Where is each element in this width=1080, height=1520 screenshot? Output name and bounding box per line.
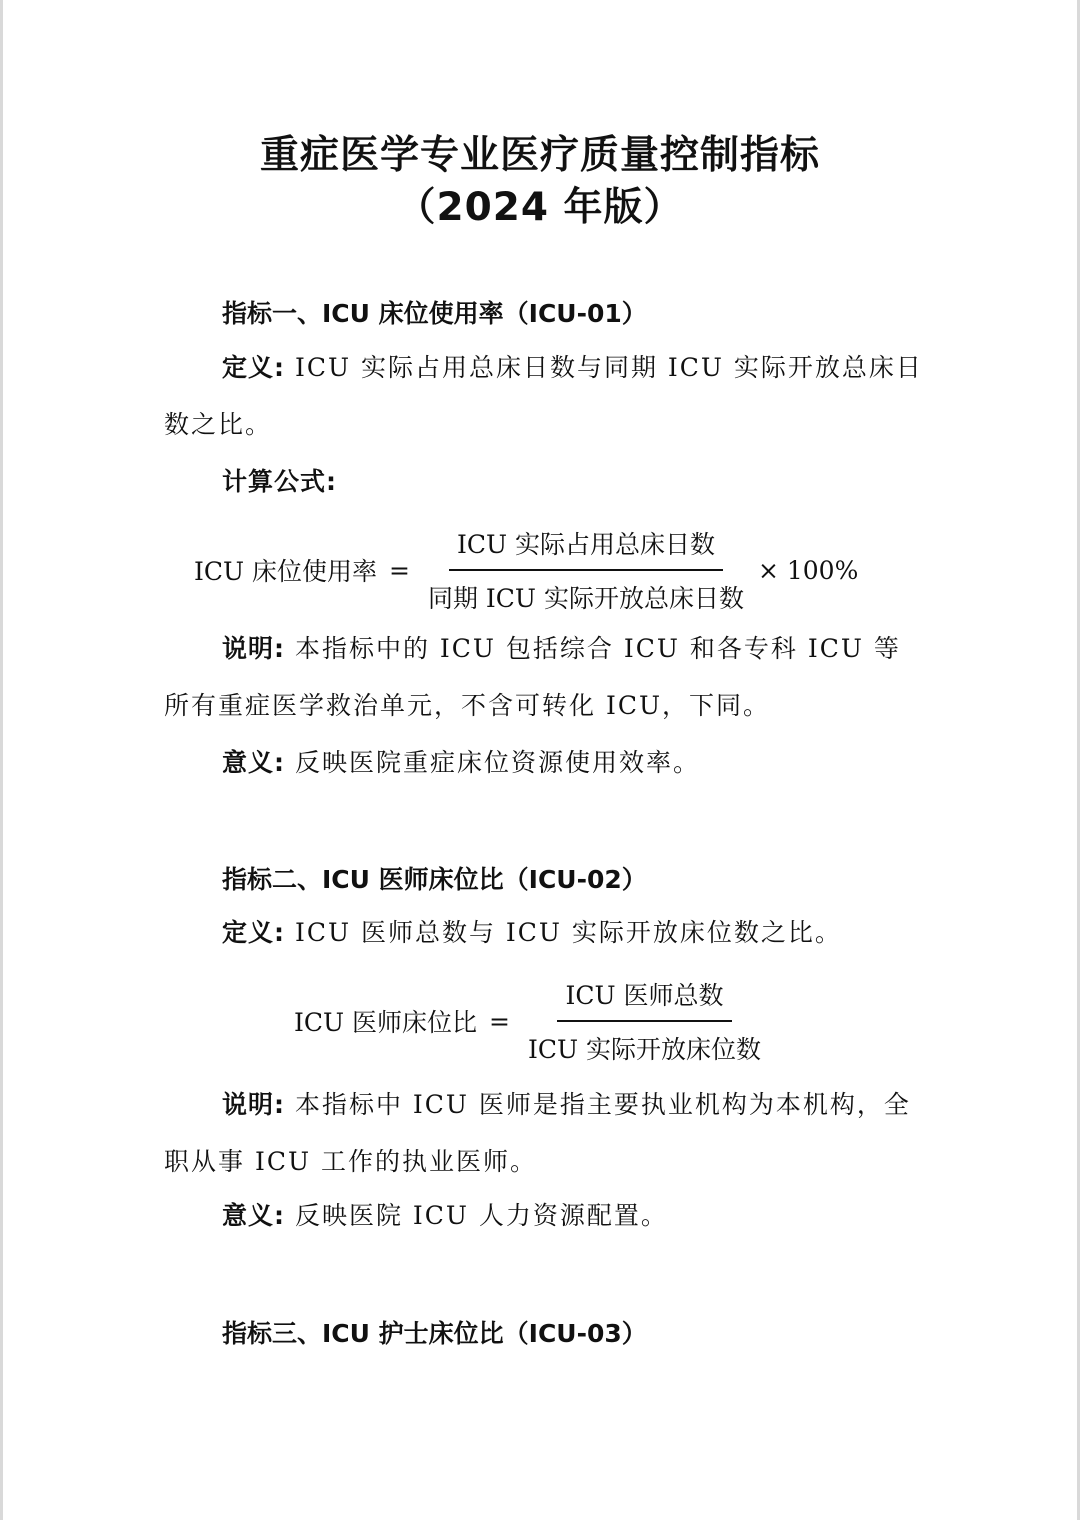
note-label: 说明: [222,1090,285,1119]
indicator1-formula-label-line [164,453,924,510]
formula-numerator: ICU 医师总数 [557,976,731,1022]
note-label: 说明: [222,634,285,663]
indicator1-formula [194,525,858,615]
formula-denominator: ICU 实际开放床位数 [527,1035,762,1064]
definition-label: 定义: [222,918,285,947]
significance-label: 意义: [222,1201,285,1230]
formula-lhs: ICU 医师床位比 [294,1008,478,1037]
note-text: 本指标中的 ICU 包括综合 ICU 和各专科 ICU 等所有重症医学救治单元，不含可转化 ICU，下同。 [164,634,901,720]
indicator1-heading: 指标一、ICU 床位使用率（ICU-01） [222,299,647,328]
document-title: 重症医学专业医疗质量控制指标 [259,133,820,178]
formula-denominator: 同期 ICU 实际开放总床日数 [427,584,744,613]
formula-fraction [420,525,752,615]
document-edition: （2024 年版） [396,185,684,230]
significance-text: 反映医院重症床位资源使用效率。 [285,748,700,777]
indicator3-heading: 指标三、ICU 护士床位比（ICU-03） [222,1319,647,1348]
formula-equals: = [489,1006,510,1036]
formula-label: 计算公式: [222,467,337,496]
indicator2-note [164,1076,924,1190]
note-text: 本指标中 ICU 医师是指主要执业机构为本机构，全职从事 ICU 工作的执业医师。 [164,1090,911,1176]
definition-text: ICU 实际占用总床日数与同期 ICU 实际开放总床日数之比。 [164,353,923,439]
formula-equals: = [389,555,410,585]
indicator1-significance [164,734,924,791]
indicator2-significance [164,1187,924,1244]
indicator2-heading: 指标二、ICU 医师床位比（ICU-02） [222,865,647,894]
formula-fraction [520,976,769,1066]
definition-label: 定义: [222,353,285,382]
formula-multiplier: × 100% [757,555,859,585]
indicator1-note [164,620,924,734]
indicator2-definition [164,904,924,961]
formula-numerator: ICU 实际占用总床日数 [449,525,723,571]
indicator2-formula [294,976,769,1066]
significance-text: 反映医院 ICU 人力资源配置。 [285,1201,668,1230]
formula-lhs: ICU 床位使用率 [194,557,378,586]
indicator1-definition [164,339,924,453]
definition-text: ICU 医师总数与 ICU 实际开放床位数之比。 [285,918,842,947]
significance-label: 意义: [222,748,285,777]
